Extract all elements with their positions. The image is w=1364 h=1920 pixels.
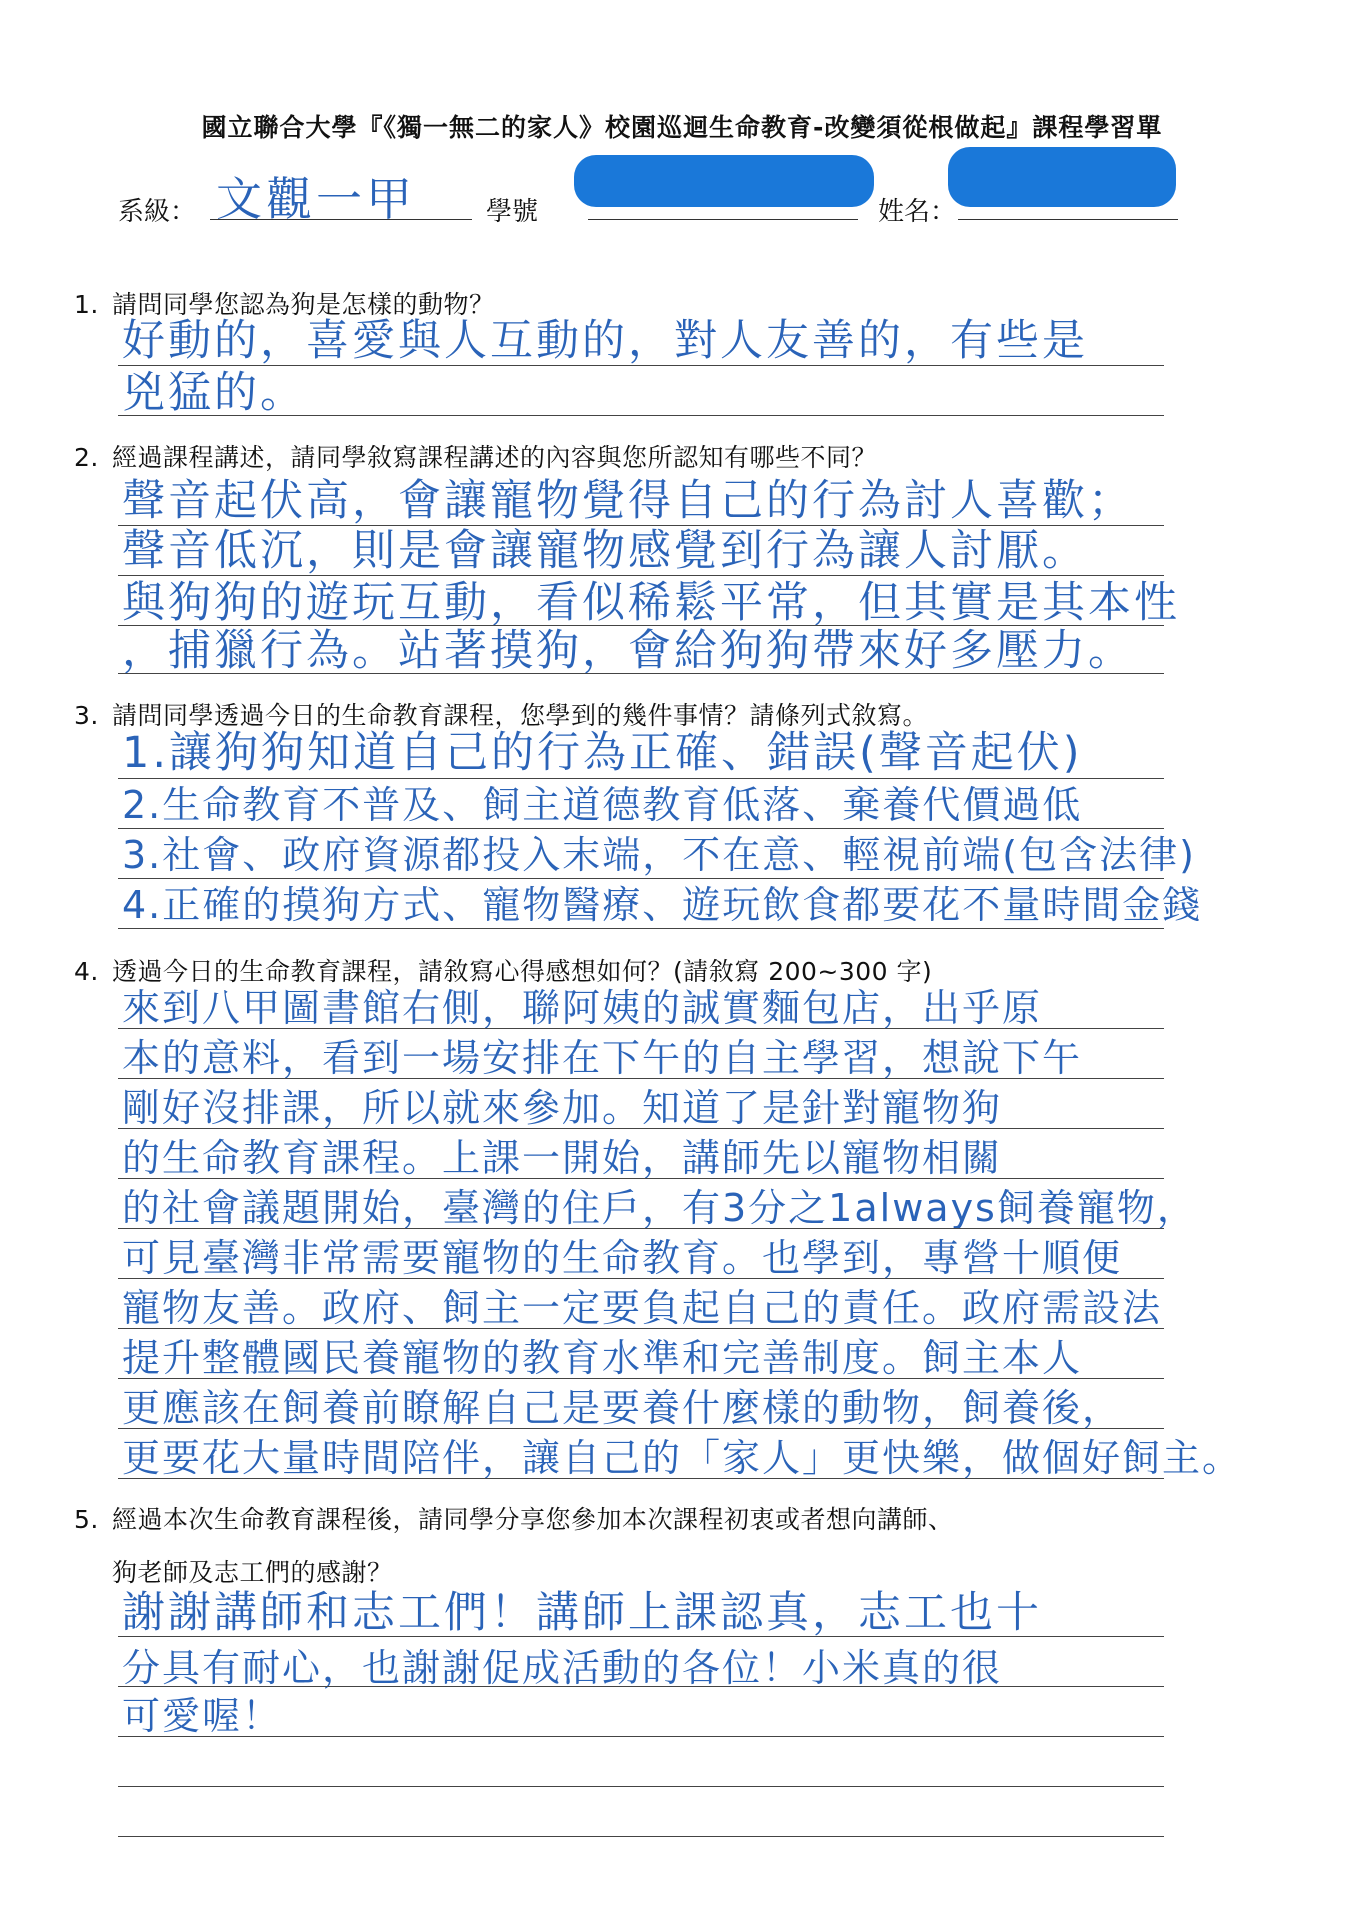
form-title: 國立聯合大學『《獨一無二的家人》校園巡迴生命教育-改變須從根做起』課程學習單 (201, 113, 1163, 142)
answer-4-line-1: 來到八甲圖書館右側，聯阿姨的誠實麵包店，出乎原 (122, 986, 1043, 1030)
answer-rule (118, 1786, 1164, 1787)
answer-1-line-1: 好動的，喜愛與人互動的，對人友善的，有些是 (122, 316, 1088, 366)
answer-rule (118, 878, 1164, 879)
answer-5-line-3: 可愛喔！ (122, 1694, 283, 1738)
answer-4-line-10: 更要花大量時間陪伴，讓自己的「家人」更快樂，做個好飼主。 (122, 1436, 1243, 1480)
answer-2-line-1: 聲音起伏高，會讓寵物覺得自己的行為討人喜歡； (122, 476, 1134, 526)
answer-5-line-1: 謝謝講師和志工們！講師上課認真，志工也十 (122, 1588, 1042, 1638)
answer-rule (118, 928, 1164, 929)
question-4: 4. 透過今日的生命教育課程，請敘寫心得感想如何？(請敘寫 200~300 字) (74, 957, 933, 986)
answer-rule (118, 1736, 1164, 1737)
answer-2-line-4: ，捕獵行為。站著摸狗，會給狗狗帶來好多壓力。 (122, 626, 1134, 676)
class-value: 文觀一甲 (216, 172, 416, 226)
answer-rule (118, 1636, 1164, 1637)
answer-4-line-3: 剛好沒排課，所以就來參加。知道了是針對寵物狗 (122, 1086, 1003, 1130)
answer-rule (118, 828, 1164, 829)
answer-rule (118, 1836, 1164, 1837)
answer-rule (118, 1028, 1164, 1029)
question-3: 3. 請問同學透過今日的生命教育課程，您學到的幾件事情？請條列式敘寫。 (74, 701, 929, 730)
student-id-underline (588, 219, 858, 220)
answer-2-line-3: 與狗狗的遊玩互動，看似稀鬆平常，但其實是其本性 (122, 578, 1180, 628)
student-id-label: 學號 (486, 197, 539, 227)
answer-3-line-4: 4.正確的摸狗方式、寵物醫療、遊玩飲食都要花不量時間金錢 (122, 883, 1203, 927)
answer-rule (118, 673, 1164, 674)
answer-4-line-2: 本的意料，看到一場安排在下午的自主學習，想說下午 (122, 1036, 1083, 1080)
answer-rule (118, 1478, 1164, 1479)
answer-1-line-2: 兇猛的。 (122, 368, 306, 418)
student-info-row (118, 172, 1178, 227)
class-label: 系級： (118, 197, 197, 227)
answer-4-line-6: 可見臺灣非常需要寵物的生命教育。也學到，專營十順便 (122, 1236, 1123, 1280)
answer-rule (118, 1128, 1164, 1129)
question-5-continued: 狗老師及志工們的感謝？ (112, 1558, 393, 1587)
answer-4-line-8: 提升整體國民養寵物的教育水準和完善制度。飼主本人 (122, 1336, 1083, 1380)
answer-rule (118, 365, 1164, 366)
answer-rule (118, 778, 1164, 779)
answer-rule (118, 1686, 1164, 1687)
answer-rule (118, 1278, 1164, 1279)
answer-3-line-2: 2.生命教育不普及、飼主道德教育低落、棄養代價過低 (122, 783, 1083, 827)
answer-rule (118, 1078, 1164, 1079)
answer-rule (118, 1428, 1164, 1429)
answer-rule (118, 1328, 1164, 1329)
answer-rule (118, 1178, 1164, 1179)
question-1: 1. 請問同學您認為狗是怎樣的動物？ (74, 290, 495, 319)
question-5: 5. 經過本次生命教育課程後，請同學分享您參加本次課程初衷或者想向講師、 (74, 1505, 954, 1534)
answer-4-line-4: 的生命教育課程。上課一開始，講師先以寵物相關 (122, 1136, 1003, 1180)
answer-rule (118, 1378, 1164, 1379)
name-redaction (948, 147, 1176, 207)
answer-4-line-9: 更應該在飼養前瞭解自己是要養什麼樣的動物，飼養後， (122, 1386, 1123, 1430)
answer-4-line-5: 的社會議題開始，臺灣的住戶，有3分之1always飼養寵物， (122, 1186, 1197, 1230)
answer-3-line-1: 1.讓狗狗知道自己的行為正確、錯誤(聲音起伏) (122, 728, 1083, 778)
answer-3-line-3: 3.社會、政府資源都投入末端，不在意、輕視前端(包含法律) (122, 833, 1196, 877)
name-label: 姓名： (878, 197, 957, 227)
name-underline (958, 219, 1178, 220)
answer-4-line-7: 寵物友善。政府、飼主一定要負起自己的責任。政府需設法 (122, 1286, 1163, 1330)
answer-2-line-2: 聲音低沉，則是會讓寵物感覺到行為讓人討厭。 (122, 526, 1088, 576)
answer-rule (118, 415, 1164, 416)
answer-rule (118, 1228, 1164, 1229)
student-id-redaction (574, 155, 874, 207)
answer-rule (118, 575, 1164, 576)
question-2: 2. 經過課程講述，請同學敘寫課程講述的內容與您所認知有哪些不同？ (74, 443, 878, 472)
answer-5-line-2: 分具有耐心，也謝謝促成活動的各位！小米真的很 (122, 1646, 1003, 1690)
